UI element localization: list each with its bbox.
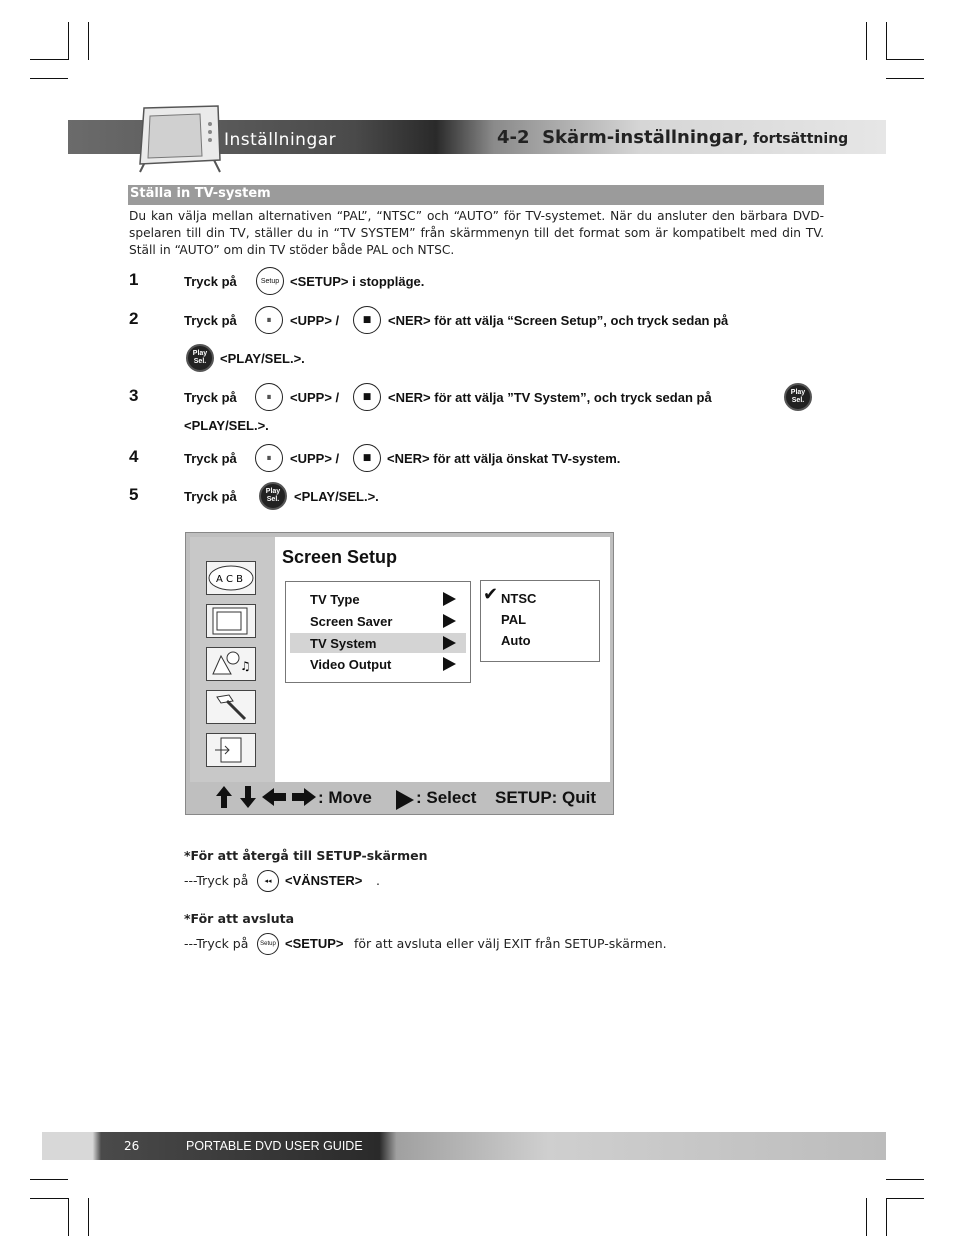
menu-item-screen-saver[interactable]: Screen Saver	[290, 611, 466, 631]
header-tab-label: Inställningar	[224, 130, 337, 150]
menu-footer	[186, 782, 613, 814]
menu-sidebar	[190, 537, 275, 782]
crop-mark	[866, 22, 867, 60]
section-title	[497, 127, 848, 148]
menu-list	[285, 581, 471, 683]
step-text: <NER> för att välja “Screen Setup”, och tryck sedan på	[388, 313, 729, 328]
crop-mark	[68, 22, 69, 60]
step-text: <PLAY/SEL.>.	[220, 351, 305, 366]
up-button-icon: ⏸	[255, 383, 283, 411]
crop-mark	[30, 1179, 68, 1180]
step-text: <UPP> /	[290, 451, 340, 466]
note-suffix: .	[376, 873, 380, 888]
menu-options	[480, 580, 600, 662]
crop-mark	[886, 22, 887, 60]
step-number: 3	[129, 386, 139, 405]
crop-mark	[30, 1198, 68, 1199]
left-button-icon: ◂◂	[257, 870, 279, 892]
menu-item-tv-type[interactable]: TV Type	[290, 589, 466, 609]
menu-title: Screen Setup	[282, 547, 398, 567]
step-number: 5	[129, 485, 139, 504]
section-number: 4-2	[497, 127, 530, 148]
arrow-right-icon	[443, 657, 456, 671]
arrow-right-icon	[443, 614, 456, 628]
tools-icon	[206, 690, 256, 724]
intro-paragraph: Du kan välja mellan alternativen “PAL”, “NTSC” och “AUTO” för TV-systemet. När du ansluter den bärbara DVD-spelaren till din TV, ställer du in “TV SYSTEM” från skärmmenyn till det format som är kompatibelt med din TV. Ställ in “AUTO” om din TV stöder både PAL och NTSC.	[129, 209, 824, 257]
step-text: Tryck på	[184, 390, 237, 405]
crop-mark	[886, 1198, 924, 1199]
section-title-text: Skärm-inställningar	[542, 127, 743, 148]
menu-item-video-output[interactable]: Video Output	[290, 654, 466, 674]
svg-text:♫: ♫	[240, 659, 251, 673]
crop-mark	[68, 1198, 69, 1236]
step-text: Tryck på	[184, 489, 237, 504]
subsection-title: Ställa in TV-system	[130, 186, 271, 201]
play-sel-button-icon: Play Sel.	[186, 344, 214, 372]
screen-setup-menu	[185, 532, 614, 815]
crop-mark	[886, 1198, 887, 1236]
footer-move-label: : Move	[318, 788, 372, 807]
crop-mark	[30, 59, 68, 60]
up-button-icon: ⏸	[255, 444, 283, 472]
setup-button-icon: Setup	[257, 933, 279, 955]
step-number: 1	[129, 270, 139, 289]
checkmark-icon: ✔	[483, 584, 499, 605]
step-text: Tryck på	[184, 313, 237, 328]
exit-icon	[206, 733, 256, 767]
footer-band	[42, 1132, 886, 1160]
crop-mark	[886, 59, 924, 60]
step-text: <PLAY/SEL.>.	[184, 418, 269, 433]
crop-mark	[30, 78, 68, 79]
abc-icon	[206, 561, 256, 595]
tv-icon	[206, 604, 256, 638]
option-pal[interactable]: PAL	[501, 612, 527, 627]
step-text: <UPP> /	[290, 313, 340, 328]
arrow-right-icon	[443, 636, 456, 650]
note-text: ---Tryck på	[184, 936, 249, 951]
crop-mark	[866, 1198, 867, 1236]
option-ntsc[interactable]: NTSC	[501, 591, 537, 606]
step-number: 4	[129, 447, 139, 466]
play-sel-button-icon: Play Sel.	[259, 482, 287, 510]
note-key: <SETUP>	[285, 936, 344, 951]
step-text: <UPP> /	[290, 390, 340, 405]
step-text: <NER> för att välja önskat TV-system.	[387, 451, 621, 466]
note-suffix: för att avsluta eller välj EXIT från SETUP-skärmen.	[354, 936, 667, 951]
down-button-icon: ■	[353, 383, 381, 411]
step-text: Tryck på	[184, 451, 237, 466]
menu-item-tv-system[interactable]: TV System	[290, 633, 466, 653]
note-key: <VÄNSTER>	[285, 873, 363, 888]
crop-mark	[886, 78, 924, 79]
section-suffix: , fortsättning	[742, 131, 849, 147]
step-text: <PLAY/SEL.>.	[294, 489, 379, 504]
select-arrow-icon	[396, 790, 414, 810]
step-text: <SETUP> i stoppläge.	[290, 274, 425, 289]
footer-select-label: : Select	[416, 788, 477, 807]
note-text: ---Tryck på	[184, 873, 249, 888]
note-heading: *För att avsluta	[184, 911, 295, 926]
step-text: <NER> för att välja ”TV System”, och tryck sedan på	[388, 390, 712, 405]
option-auto[interactable]: Auto	[501, 633, 531, 648]
play-sel-button-icon: Play Sel.	[784, 383, 812, 411]
svg-text:A C B: A C B	[216, 574, 244, 585]
audio-icon	[206, 647, 256, 681]
down-button-icon: ■	[353, 306, 381, 334]
crop-mark	[88, 1198, 89, 1236]
portable-dvd-icon	[130, 104, 225, 174]
step-text: Tryck på	[184, 274, 237, 289]
footer-quit-label: SETUP: Quit	[495, 788, 597, 807]
subsection-header	[128, 185, 824, 205]
note-heading: *För att återgå till SETUP-skärmen	[184, 848, 428, 863]
arrow-keys-icon	[214, 784, 318, 810]
crop-mark	[886, 1179, 924, 1180]
down-button-icon: ■	[353, 444, 381, 472]
step-number: 2	[129, 309, 139, 328]
up-button-icon: ⏸	[255, 306, 283, 334]
setup-button-icon: Setup	[256, 267, 284, 295]
arrow-right-icon	[443, 592, 456, 606]
page-number: 26	[124, 1139, 140, 1153]
crop-mark	[88, 22, 89, 60]
guide-title: PORTABLE DVD USER GUIDE	[186, 1139, 363, 1153]
